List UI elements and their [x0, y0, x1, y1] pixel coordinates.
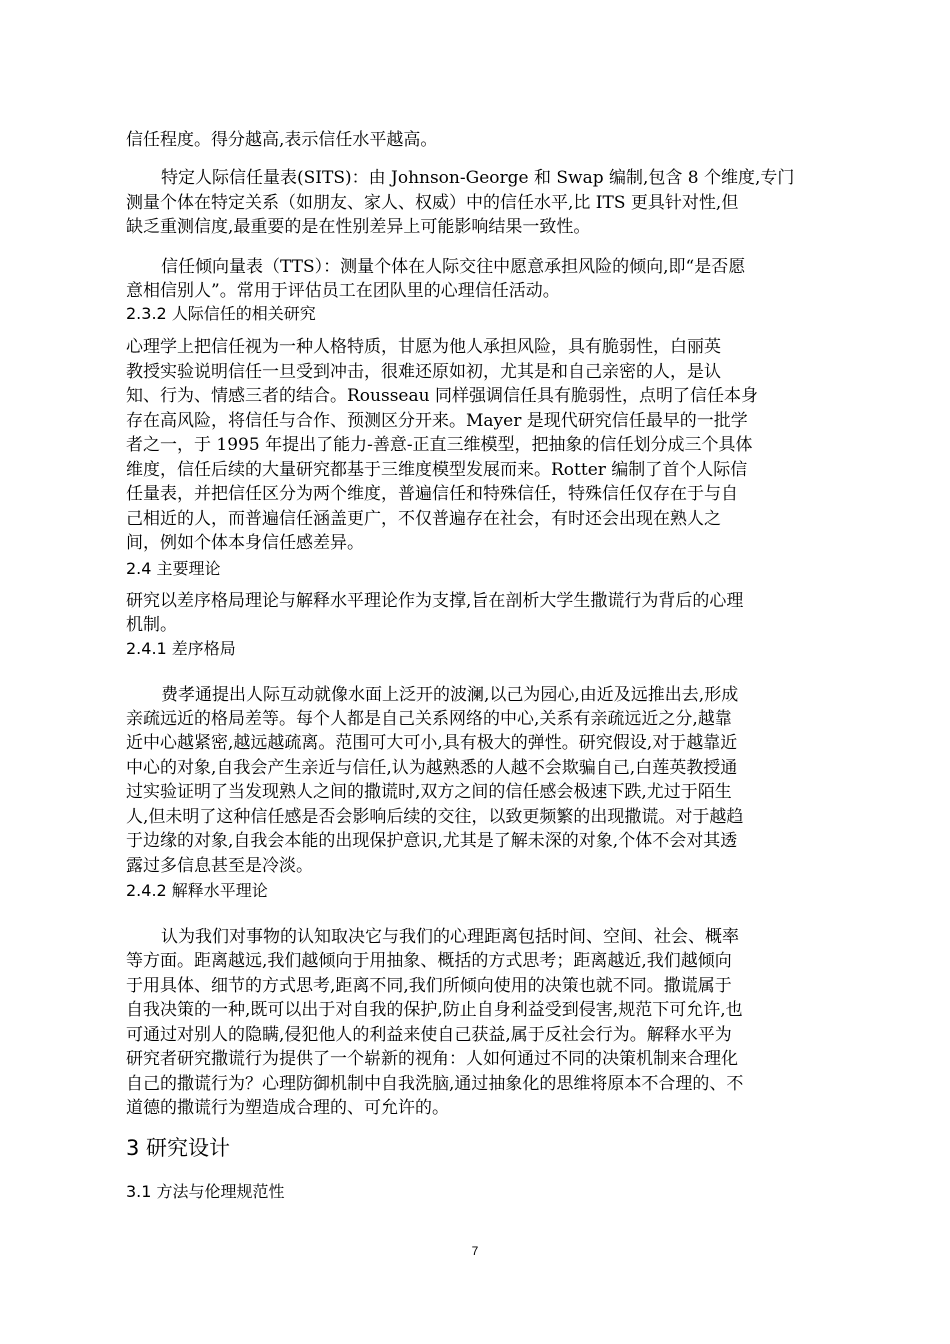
- paragraph-line: 教授实验说明信任一旦受到冲击，很难还原如初，尤其是和自己亲密的人，是认: [126, 362, 721, 382]
- paragraph-line: 自我决策的一种,既可以出于对自我的保护,防止自身利益受到侵害,规范下可允许,也: [126, 1000, 743, 1020]
- section-heading-2-3-2: 2.3.2 人际信任的相关研究: [126, 304, 316, 323]
- paragraph-line: 间，例如个体本身信任感差异。: [126, 533, 364, 553]
- paragraph-line: 机制。: [126, 615, 177, 635]
- section-heading-3-1: 3.1 方法与伦理规范性: [126, 1182, 285, 1201]
- paragraph-line: 可通过对别人的隐瞒,侵犯他人的利益来使自己获益,属于反社会行为。解释水平为: [126, 1025, 732, 1045]
- paragraph-line: 研究者研究撒谎行为提供了一个崭新的视角：人如何通过不同的决策机制来合理化: [126, 1049, 738, 1069]
- paragraph-line: 自己的撒谎行为？心理防御机制中自我洗脑,通过抽象化的思维将原本不合理的、不: [126, 1074, 744, 1094]
- paragraph-line: 道德的撒谎行为塑造成合理的、可允许的。: [126, 1098, 449, 1118]
- paragraph-line: 费孝通提出人际互动就像水面上泛开的波澜,以己为园心,由近及远推出去,形成: [161, 685, 739, 705]
- section-heading-2-4: 2.4 主要理论: [126, 559, 221, 578]
- section-heading-2-4-2: 2.4.2 解释水平理论: [126, 881, 268, 900]
- page-number: 7: [471, 1244, 479, 1258]
- paragraph-line: 中心的对象,自我会产生亲近与信任,认为越熟悉的人越不会欺骗自己,白莲英教授通: [126, 758, 738, 778]
- paragraph-line: 特定人际信任量表(SITS)：由 Johnson-George 和 Swap 编制,包含 8 个维度,专门: [161, 168, 795, 188]
- section-heading-2-4-1: 2.4.1 差序格局: [126, 639, 236, 658]
- paragraph-line: 者之一，于 1995 年提出了能力-善意-正直三维模型，把抽象的信任划分成三个具体: [126, 435, 753, 455]
- paragraph-line: 存在高风险，将信任与合作、预测区分开来。Mayer 是现代研究信任最早的一批学: [126, 411, 748, 431]
- paragraph-line: 信任程度。得分越高,表示信任水平越高。: [126, 130, 438, 150]
- paragraph-line: 于边缘的对象,自我会本能的出现保护意识,尤其是了解未深的对象,个体不会对其透: [126, 831, 738, 851]
- paragraph-line: 等方面。距离越远,我们越倾向于用抽象、概括的方式思考；距离越近,我们越倾向: [126, 951, 732, 971]
- chapter-heading-3: 3 研究设计: [126, 1136, 231, 1160]
- paragraph-line: 缺乏重测信度,最重要的是在性别差异上可能影响结果一致性。: [126, 217, 591, 237]
- paragraph-line: 于用具体、细节的方式思考,距离不同,我们所倾向使用的决策也就不同。撒谎属于: [126, 976, 732, 996]
- paragraph-line: 过实验证明了当发现熟人之间的撒谎时,双方之间的信任感会极速下跌,尤过于陌生: [126, 782, 732, 802]
- paragraph-line: 人,但未明了这种信任感是否会影响后续的交往，以致更频繁的出现撒谎。对于越趋: [126, 807, 744, 827]
- paragraph-line: 露过多信息甚至是冷淡。: [126, 856, 313, 876]
- paragraph-line: 亲疏远近的格局差等。每个人都是自己关系网络的中心,关系有亲疏远近之分,越靠: [126, 709, 732, 729]
- paragraph-line: 近中心越紧密,越远越疏离。范围可大可小,具有极大的弹性。研究假设,对于越靠近: [126, 733, 738, 753]
- paragraph-line: 维度，信任后续的大量研究都基于三维度模型发展而来。Rotter 编制了首个人际信: [126, 460, 748, 480]
- paragraph-line: 己相近的人，而普遍信任涵盖更广，不仅普遍存在社会，有时还会出现在熟人之: [126, 509, 721, 529]
- paragraph-line: 信任倾向量表（TTS）：测量个体在人际交往中愿意承担风险的倾向,即“是否愿: [161, 257, 746, 277]
- paragraph-line: 研究以差序格局理论与解释水平理论作为支撑,旨在剖析大学生撒谎行为背后的心理: [126, 591, 744, 611]
- paragraph-line: 任量表，并把信任区分为两个维度，普遍信任和特殊信任，特殊信任仅存在于与自: [126, 484, 738, 504]
- paragraph-line: 测量个体在特定关系（如朋友、家人、权威）中的信任水平,比 ITS 更具针对性,但: [126, 193, 739, 213]
- paragraph-line: 心理学上把信任视为一种人格特质，甘愿为他人承担风险，具有脆弱性，白丽英: [126, 337, 721, 357]
- paragraph-line: 认为我们对事物的认知取决它与我们的心理距离包括时间、空间、社会、概率: [161, 927, 739, 947]
- paragraph-line: 知、行为、情感三者的结合。Rousseau 同样强调信任具有脆弱性，点明了信任本身: [126, 386, 758, 406]
- paragraph-line: 意相信别人”。常用于评估员工在团队里的心理信任活动。: [126, 281, 560, 301]
